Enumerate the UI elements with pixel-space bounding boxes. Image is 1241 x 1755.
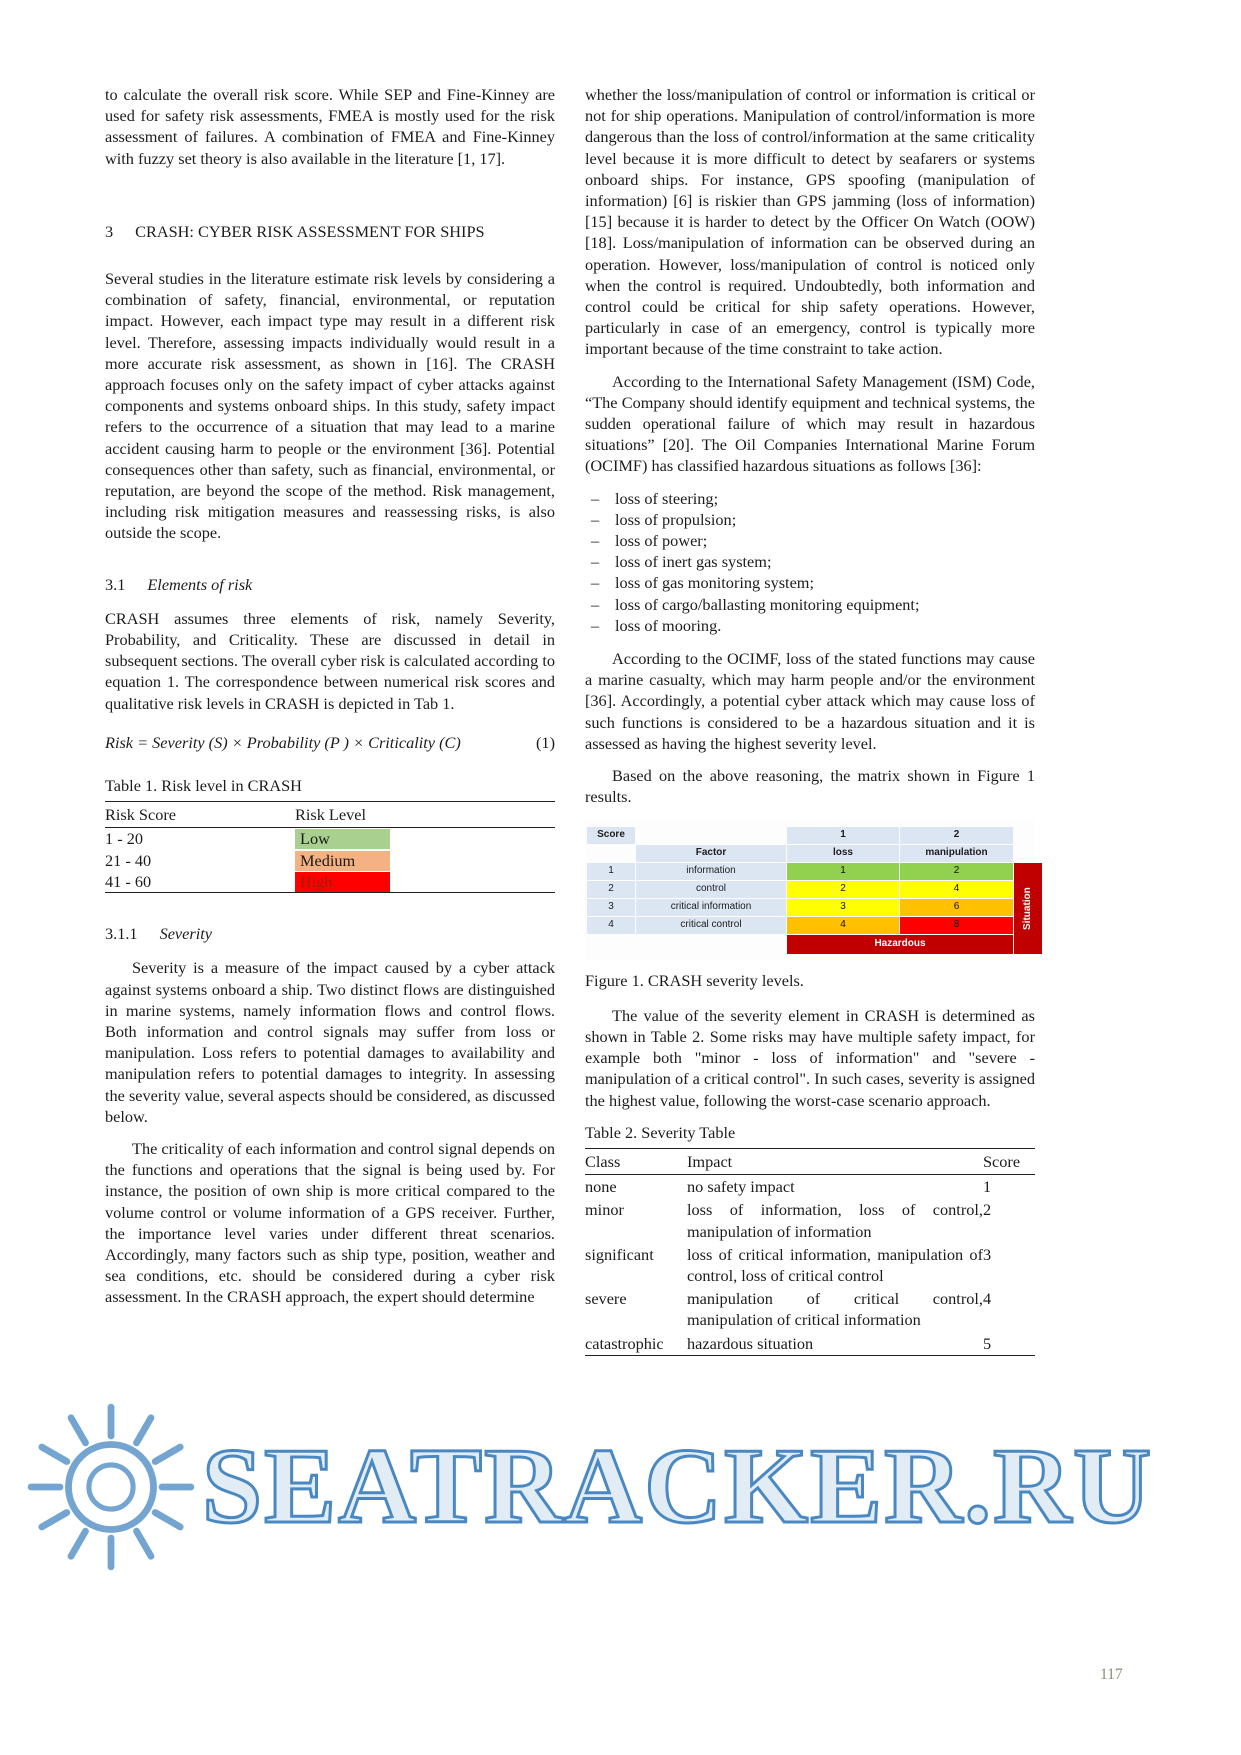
dash-marker: –: [591, 531, 600, 551]
table-row: [585, 1198, 1035, 1242]
fig-loss-value: 3: [787, 899, 899, 916]
list-item: [591, 530, 1035, 551]
two-column-layout: [105, 84, 1035, 1360]
table-row: [105, 850, 555, 871]
right-column: [585, 84, 1035, 1360]
list-item-text: loss of gas monitoring system;: [615, 573, 814, 593]
table-2-header-row: [585, 1148, 1035, 1174]
table-1-header-risk-score: Risk Score: [105, 802, 295, 828]
table-row: [585, 1287, 1035, 1331]
risk-score-cell: 21 - 40: [105, 850, 152, 870]
paragraph-severity-2: The criticality of each information and control signal depends on the functions and operations that the signal is being used by. For instance, the position of own ship is more critical compared to the volume control or volume information of a GPS receiver. Further, the importance level varies under different threat scenarios. Accordingly, many factors such as ship type, position, weather and sea conditions, etc. should be considered during a cyber risk assessment. In the CRASH approach, the expert should determine: [105, 1138, 555, 1307]
fig-loss-value: 1: [787, 863, 899, 880]
risk-level-chip: High: [295, 872, 390, 892]
fig-factor-header: Factor: [636, 845, 786, 862]
fig-col1-number: 1: [787, 827, 899, 844]
section-3-1-heading: [105, 574, 555, 595]
paragraph-ocimf: According to the OCIMF, loss of the stated functions may cause a marine casualty, which may harm people and/or the environment [36]. Accordingly, a potential cyber attack which may cause loss of such functions is considered to be a hazardous situation and it is assessed as having the highest severity level.: [585, 649, 1035, 753]
impact-cell: no safety impact: [687, 1177, 795, 1197]
dash-marker: –: [591, 509, 600, 529]
figure-1-caption: Figure 1. CRASH severity levels.: [585, 970, 804, 990]
equation-body: Risk = Severity (S) × Probability (P ) × Criticality (C): [105, 732, 461, 752]
score-cell: 3: [983, 1244, 992, 1264]
impact-cell: hazardous situation: [687, 1332, 983, 1356]
fig-score-header: Score: [587, 827, 635, 844]
table-2-caption: Table 2. Severity Table: [585, 1122, 736, 1142]
table-2-header-impact: Impact: [687, 1148, 983, 1174]
list-item-text: loss of cargo/ballasting monitoring equipment;: [615, 594, 920, 614]
table-1-header-risk-level: Risk Level: [295, 802, 555, 828]
table-1-header-row: [105, 802, 555, 828]
score-cell: 4: [983, 1289, 992, 1309]
paragraph-ism-code: According to the International Safety Management (ISM) Code, “The Company should identify equipment and technical systems, the sudden operational failure of which may result in hazardous situations” [20]. The Oil Companies International Marine Forum (OCIMF) has classified hazardous situations as follows [36]:: [585, 371, 1035, 476]
list-item-text: loss of steering;: [615, 488, 719, 508]
impact-cell: loss of information, loss of control, manipulation of information: [687, 1200, 983, 1241]
severity-matrix-grid: [587, 827, 1033, 954]
list-item: [591, 615, 1035, 636]
table-row: [585, 1332, 1035, 1356]
paragraph-severity-1: Severity is a measure of the impact caused by a cyber attack against systems onboard a ship. Two distinct flows are distinguished in marine systems, namely information flows and control flows. Both information and control signals may suffer from loss or manipulation. Loss refers to potential damages to availability and manipulation refers to potential damages to integrity. In assessing the severity value, several aspects should be considered, as discussed below.: [105, 958, 555, 1126]
fig-factor-cell: critical information: [636, 899, 786, 916]
paragraph-based-on-reasoning: Based on the above reasoning, the matrix shown in Figure 1 results.: [585, 766, 1035, 807]
list-item-text: loss of power;: [615, 531, 708, 551]
list-item-text: loss of inert gas system;: [615, 552, 772, 572]
table-2-header-score: Score: [983, 1148, 1035, 1174]
paragraph-severity-value: The value of the severity element in CRASH is determined as shown in Table 2. Some risks may have multiple safety impact, for example both "minor - loss of information" and "severe - manipulation of a critical control". In such cases, severity is assigned the highest value, following the worst-case scenario approach.: [585, 1005, 1035, 1110]
fig-score-cell: 2: [587, 881, 635, 898]
table-row: [105, 871, 555, 893]
watermark-text: SEATRACKER.RU: [202, 1427, 1154, 1546]
equation-1: [105, 732, 555, 753]
fig-factor-cell: control: [636, 881, 786, 898]
fig-score-cell: 3: [587, 899, 635, 916]
table-row: [585, 1175, 1035, 1199]
class-cell: severe: [585, 1289, 627, 1309]
table-1-caption: Table 1. Risk level in CRASH: [105, 776, 302, 796]
section-3-1-1-heading: [105, 923, 555, 944]
fig-manipulation-header: manipulation: [900, 845, 1013, 862]
table-row: [585, 1243, 1035, 1287]
section-number: 3.1: [105, 574, 126, 594]
fig-loss-header: loss: [787, 845, 899, 862]
fig-manipulation-value: 4: [900, 881, 1013, 898]
fig-manipulation-value: 8: [900, 917, 1013, 934]
dash-marker: –: [591, 488, 600, 508]
table-2: [585, 1122, 1035, 1356]
list-item: [591, 572, 1035, 593]
paragraph-continuation: whether the loss/manipulation of control or information is critical or not for ship operations. Manipulation of control/information is more dangerous than the loss of control/information at the same criticality level because it is more difficult to detect by seafarers or systems onboard ships. For instance, GPS spoofing (manipulation of information) [6] is riskier than GPS jamming (loss of information) [15] because it is harder to detect by the Officer On Watch (OOW) [18]. Loss/manipulation of information can be observed during an operation. However, loss/manipulation of control is noticed only when the control is required. Undoubtedly, both information and control could be critical for ship safety operations. However, particularly in case of an emergency, control is typically more important because of the time constraint to take action.: [585, 85, 1035, 359]
fig-col2-number: 2: [900, 827, 1013, 844]
risk-level-cell: [295, 871, 555, 893]
table-row: [105, 828, 555, 850]
hazardous-situations-list: [585, 488, 1035, 636]
list-item-text: loss of mooring.: [615, 615, 722, 635]
left-column: [105, 84, 555, 1360]
score-cell: 2: [983, 1200, 992, 1220]
list-item: [591, 551, 1035, 572]
seatracker-sun-logo: [26, 1402, 196, 1572]
class-cell: significant: [585, 1244, 654, 1264]
fig-manipulation-value: 6: [900, 899, 1013, 916]
risk-score-cell: 1 - 20: [105, 829, 143, 849]
section-title: Severity: [159, 924, 212, 944]
list-item: [591, 509, 1035, 530]
section-title: CRASH: CYBER RISK ASSESSMENT FOR SHIPS: [135, 221, 485, 241]
paragraph-elements-of-risk: CRASH assumes three elements of risk, namely Severity, Probability, and Criticality. These are discussed in detail in subsequent sections. The overall cyber risk is calculated according to equation 1. The correspondence between numerical risk scores and qualitative risk levels in CRASH is depicted in Tab 1.: [105, 608, 555, 713]
dash-marker: –: [591, 615, 600, 635]
risk-score-cell: 41 - 60: [105, 871, 295, 893]
risk-level-chip: Medium: [295, 851, 390, 871]
paragraph-intro-continuation: to calculate the overall risk score. While SEP and Fine-Kinney are used for safety risk assessments, FMEA is mostly used for the risk assessment of failures. A combination of FMEA and Fine-Kinney with fuzzy set theory is also available in the literature [1, 17].: [105, 85, 555, 168]
fig-hazardous-bar: Hazardous: [787, 935, 1013, 954]
equation-number: (1): [536, 732, 555, 752]
table-2-header-class: Class: [585, 1148, 687, 1174]
class-cell: none: [585, 1177, 617, 1197]
list-item: [591, 488, 1035, 509]
class-cell: catastrophic: [585, 1332, 687, 1356]
figure-1-severity-matrix: [585, 819, 1035, 960]
risk-level-chip: Low: [295, 829, 390, 849]
impact-cell: loss of critical information, manipulation of control, loss of critical control: [687, 1244, 983, 1285]
fig-factor-cell: information: [636, 863, 786, 880]
list-item: [591, 594, 1035, 615]
fig-situation-bar: Situation: [1014, 863, 1042, 954]
fig-score-cell: 1: [587, 863, 635, 880]
dash-marker: –: [591, 552, 600, 572]
risk-level-cell: [295, 850, 555, 871]
paragraph-crash-overview: Several studies in the literature estimate risk levels by considering a combination of safety, financial, environmental, or reputation impact. However, each impact type may result in a different risk level. Therefore, assessing impacts individually would result in a more accurate risk assessment, as shown in [16]. The CRASH approach focuses only on the safety impact of cyber attacks against components and systems onboard ships. In this study, safety impact refers to the occurrence of a situation that may lead to a marine accident causing harm to people or the environment [36]. Potential consequences other than safety, such as financial, environmental, or reputation, are beyond the scope of the method. Risk management, including risk mitigation measures and reassessing risks, is also outside the scope.: [105, 269, 555, 543]
page-number: 117: [1100, 1666, 1123, 1683]
watermark: [26, 1402, 1153, 1572]
fig-factor-cell: critical control: [636, 917, 786, 934]
section-title: Elements of risk: [147, 574, 253, 594]
dash-marker: –: [591, 573, 600, 593]
section-3-heading: [105, 221, 555, 242]
fig-score-cell: 4: [587, 917, 635, 934]
section-number: 3.1.1: [105, 924, 138, 944]
class-cell: minor: [585, 1200, 624, 1220]
fig-manipulation-value: 2: [900, 863, 1013, 880]
fig-loss-value: 4: [787, 917, 899, 934]
impact-cell: manipulation of critical control, manipulation of critical information: [687, 1289, 983, 1330]
score-cell: 5: [983, 1332, 1035, 1356]
score-cell: 1: [983, 1177, 992, 1197]
dash-marker: –: [591, 594, 600, 614]
section-number: 3: [105, 221, 114, 241]
fig-loss-value: 2: [787, 881, 899, 898]
table-1: [105, 775, 555, 893]
list-item-text: loss of propulsion;: [615, 509, 737, 529]
risk-level-cell: [295, 828, 555, 850]
